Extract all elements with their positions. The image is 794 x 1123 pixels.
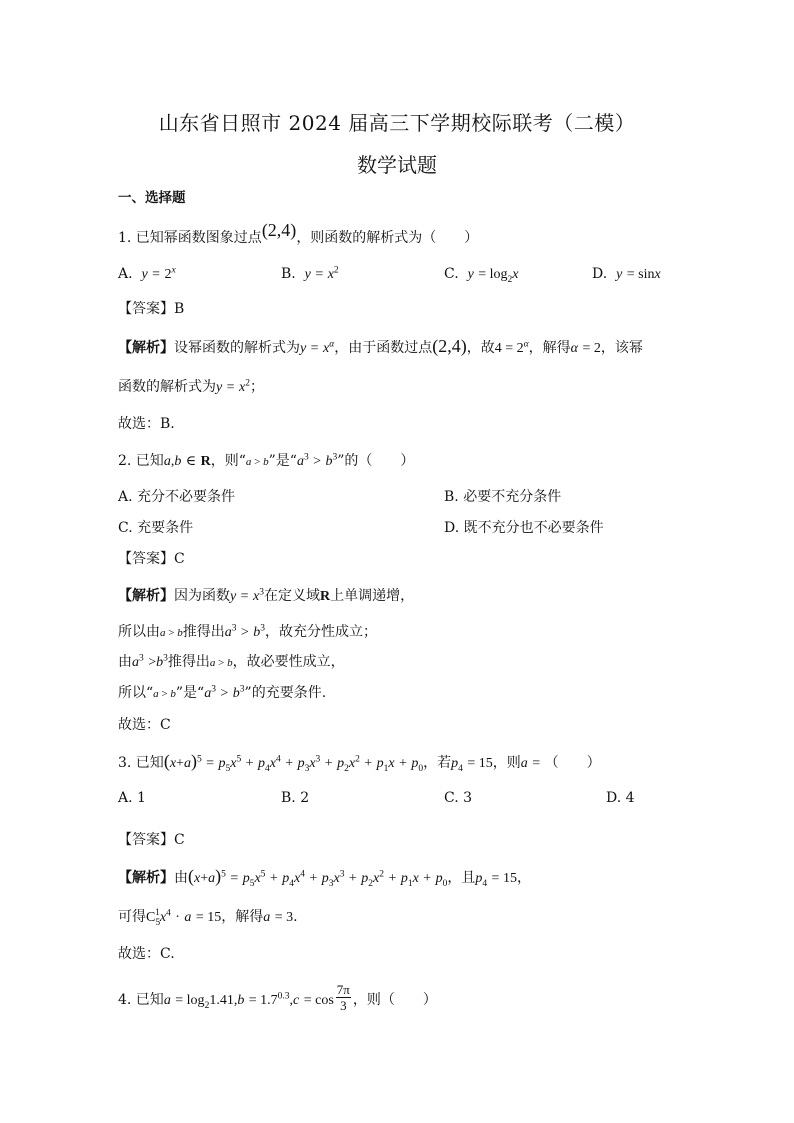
q3-option-c: C. 3 [444,790,473,806]
q2-analysis-line3: 由$a^3 >b^3$推得出a > b，故必要性成立， [118,653,345,670]
q2-option-c: C. 充要条件 [118,520,194,536]
q2-option-b: B. 必要不充分条件 [444,489,562,505]
q1-option-c: C. $y = \log_2x$ [444,266,519,285]
q2-option-d: D. 既不充分也不必要条件 [444,520,604,536]
q1-option-d: D. y = sinx [592,266,661,282]
q3-analysis-line1: 【解析】由$(x+a)^5 = p_5x^5 + p_4x^4 + p_3x^3 + p_2x^2 + p_1x + p_0$，且$p_4 = 15$， [118,866,531,889]
section-heading: 一、选择题 [118,190,186,206]
q1-analysis-line2: 函数的解析式为$y = x^2$； [118,378,264,395]
question-2-stem: 2. 已知a,b ∈ R，则“a > b”是“$a^3 > b^3$”的（ ） [118,452,415,469]
q1-answer: 【答案】B [118,301,185,317]
page-title: 山东省日照市 2024 届高三下学期校际联考（二模） [158,111,636,135]
question-4-stem: 4. 已知$a = \log_21.41,b = 1.7^{0.3},c = \cos$ $\frac{7\pi}{3}$ ，则（ ） [118,982,437,1013]
q2-choose: 故选：C [118,717,171,733]
q1-point: (2,4) [261,220,297,240]
q1-choose: 故选：B. [118,416,175,432]
question-3-stem: 3. 已知$(x+a)^5 = p_5x^5 + p_4x^4 + p_3x^3 + p_2x^2 + p_1x + p_0$，若$p_4 = 15$，则a = （ ） [118,751,601,774]
q2-answer: 【答案】C [118,551,185,567]
q3-analysis-line2: 可得$C_5^1x^4 \cdot a = 15$，解得a = 3. [118,908,298,928]
question-1-stem: 1. 已知幂函数图象过点(2,4)，则函数的解析式为（ ） [118,220,479,246]
q3-option-d: D. 4 [606,790,635,806]
q2-analysis-line4: 所以“a > b”是“$a^3 > b^3$”的充要条件. [118,684,327,701]
q2-option-a: A. 充分不必要条件 [118,489,236,505]
q3-option-b: B. 2 [281,790,310,806]
q2-analysis-line2: 所以由a > b推得出$a^3 > b^3$，故充分性成立； [118,623,378,640]
q2-analysis-line1: 【解析】因为函数$y = x^3$在定义域R上单调递增， [118,587,415,604]
q3-choose: 故选：C. [118,946,175,962]
q1-option-b: B. $y = x^2$ [281,265,339,282]
q1-analysis-line1: 【解析】设幂函数的解析式为$y = x^\alpha$，由于函数过点(2,4)，故$4 = 2^\alpha$，解得α = 2，该幂 [118,336,643,356]
q1-option-a: A. y = 2$^x$ [118,265,176,282]
q3-option-a: A. 1 [118,790,146,806]
page-subtitle: 数学试题 [357,153,437,177]
q3-answer: 【答案】C [118,832,185,848]
